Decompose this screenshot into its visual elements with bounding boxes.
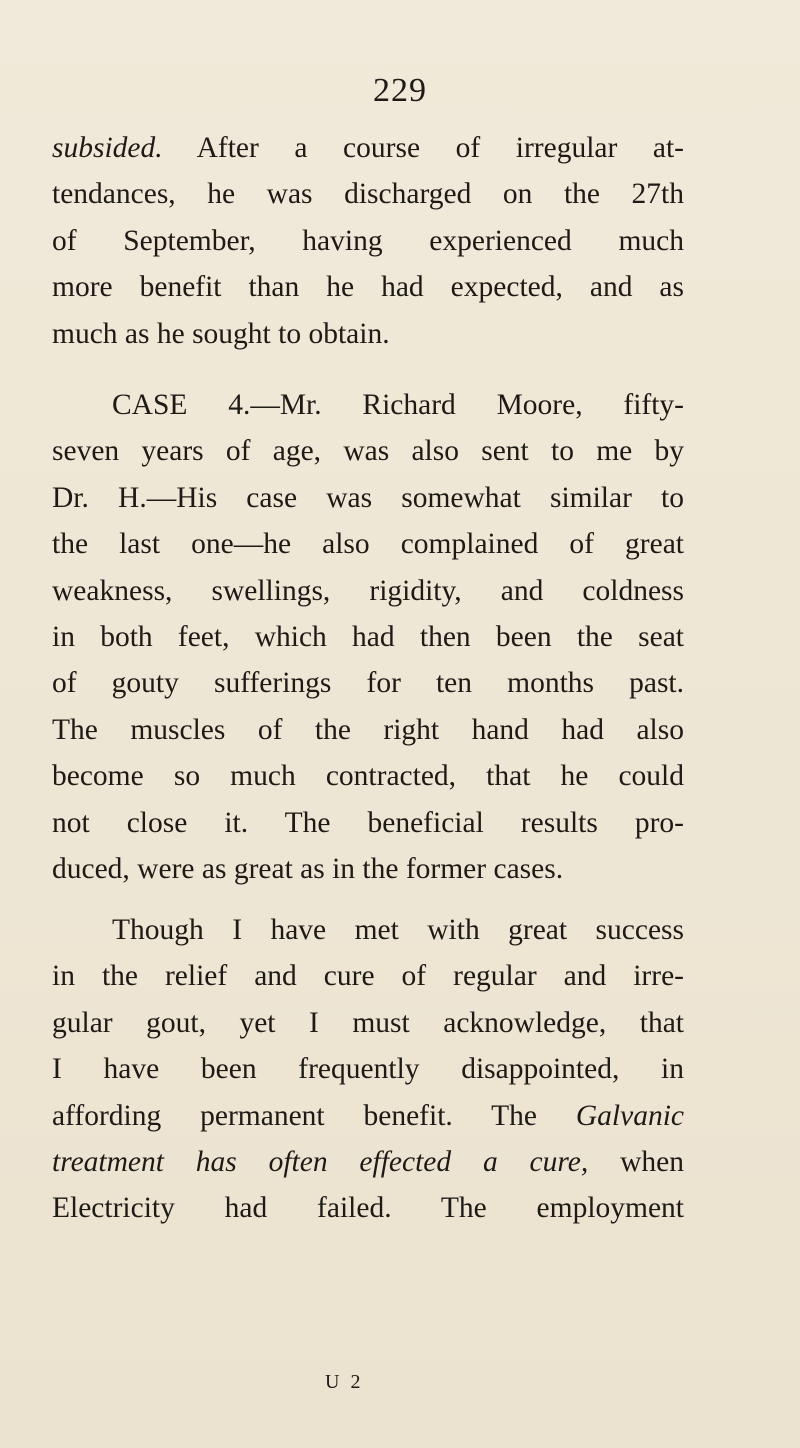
text-run: After a course of irregular at- bbox=[162, 132, 684, 164]
text-line: Electricity had failed. The employment bbox=[52, 1192, 684, 1225]
text-line: of gouty sufferings for ten months past. bbox=[52, 667, 684, 700]
paragraph-2-case-4 bbox=[52, 382, 684, 892]
text-line: I have been frequently disappointed, in bbox=[52, 1053, 684, 1086]
text-line: in the relief and cure of regular and irre- bbox=[52, 960, 684, 993]
text-line bbox=[52, 1093, 684, 1139]
paragraph-1 bbox=[52, 125, 684, 357]
text-line: duced, were as great as in the former cases. bbox=[52, 852, 564, 885]
text-line bbox=[52, 1139, 684, 1185]
text-line: Though I have met with great success bbox=[112, 914, 684, 946]
text-line: in both feet, which had then been the seat bbox=[52, 620, 684, 653]
text-line: Dr. H.—His case was somewhat similar to bbox=[52, 481, 684, 514]
text-line: of September, having experienced much bbox=[52, 224, 684, 257]
text-line: weakness, swellings, rigidity, and coldness bbox=[52, 574, 684, 607]
signature-mark: U 2 bbox=[325, 1371, 364, 1393]
italic-text: treatment has often effected a cure, bbox=[52, 1145, 589, 1178]
text-line: gular gout, yet I must acknowledge, that bbox=[52, 1006, 684, 1039]
italic-text: subsided. bbox=[52, 132, 163, 164]
text-line: tendances, he was discharged on the 27th bbox=[52, 178, 684, 211]
text-line: The muscles of the right hand had also bbox=[52, 713, 684, 746]
text-line bbox=[52, 125, 684, 171]
page-number: 229 bbox=[373, 72, 427, 109]
text-line: more benefit than he had expected, and as bbox=[52, 271, 684, 304]
text-run: when bbox=[588, 1145, 684, 1178]
text-run: affording permanent benefit. The bbox=[52, 1099, 537, 1132]
text-line: CASE 4.—Mr. Richard Moore, fifty- bbox=[112, 389, 684, 421]
italic-text: Galvanic bbox=[575, 1099, 685, 1132]
text-line: seven years of age, was also sent to me by bbox=[52, 435, 684, 468]
text-line: much as he sought to obtain. bbox=[52, 317, 390, 350]
paragraph-3 bbox=[52, 907, 684, 1232]
text-line: the last one—he also complained of great bbox=[52, 528, 684, 561]
text-line: not close it. The beneficial results pro- bbox=[52, 806, 684, 839]
text-line: become so much contracted, that he could bbox=[52, 760, 684, 793]
